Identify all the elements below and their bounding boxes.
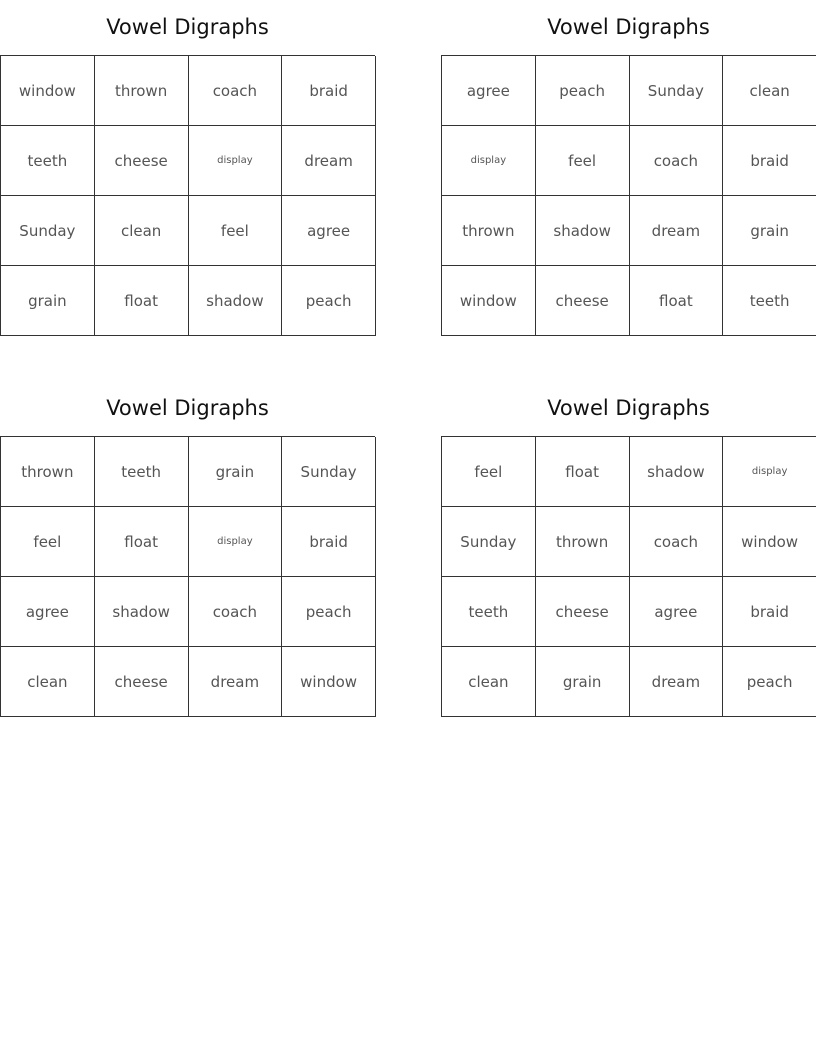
bingo-cell: shadow <box>536 196 630 266</box>
bingo-cell: braid <box>723 126 816 196</box>
card-title: Vowel Digraphs <box>106 15 269 39</box>
bingo-card-2 <box>441 0 816 336</box>
bingo-grid <box>0 55 375 336</box>
bingo-cell: grain <box>723 196 816 266</box>
bingo-cell: clean <box>442 647 536 717</box>
bingo-cell: dream <box>189 647 283 717</box>
bingo-card-1 <box>0 0 375 336</box>
bingo-cell: display <box>723 437 816 507</box>
bingo-cell: thrown <box>536 507 630 577</box>
bingo-cell: window <box>1 56 95 126</box>
bingo-cell: window <box>723 507 816 577</box>
bingo-cell: feel <box>442 437 536 507</box>
bingo-card-4 <box>441 381 816 717</box>
bingo-cell: dream <box>630 647 724 717</box>
bingo-cell: float <box>95 507 189 577</box>
bingo-cell: Sunday <box>1 196 95 266</box>
bingo-grid <box>441 436 816 717</box>
bingo-cell: Sunday <box>630 56 724 126</box>
bingo-cell: thrown <box>442 196 536 266</box>
bingo-cell: teeth <box>442 577 536 647</box>
bingo-cell: shadow <box>630 437 724 507</box>
bingo-cell: feel <box>189 196 283 266</box>
bingo-cell: peach <box>723 647 816 717</box>
bingo-cell: feel <box>536 126 630 196</box>
bingo-cell: cheese <box>536 266 630 336</box>
bingo-cell: display <box>189 126 283 196</box>
bingo-cell: coach <box>630 507 724 577</box>
bingo-cell: coach <box>630 126 724 196</box>
bingo-grid <box>0 436 375 717</box>
card-title: Vowel Digraphs <box>106 396 269 420</box>
bingo-cell: teeth <box>723 266 816 336</box>
bingo-cell: float <box>630 266 724 336</box>
bingo-cell: dream <box>282 126 376 196</box>
bingo-cell: feel <box>1 507 95 577</box>
bingo-cell: teeth <box>95 437 189 507</box>
bingo-cell: display <box>442 126 536 196</box>
bingo-cell: shadow <box>189 266 283 336</box>
bingo-cell: grain <box>536 647 630 717</box>
bingo-cell: display <box>189 507 283 577</box>
bingo-cell: agree <box>630 577 724 647</box>
bingo-cell: clean <box>1 647 95 717</box>
bingo-card-3 <box>0 381 375 717</box>
bingo-cell: grain <box>1 266 95 336</box>
bingo-cell: agree <box>442 56 536 126</box>
bingo-cell: cheese <box>95 647 189 717</box>
bingo-cell: grain <box>189 437 283 507</box>
bingo-cell: float <box>95 266 189 336</box>
bingo-cell: clean <box>723 56 816 126</box>
bingo-cell: peach <box>536 56 630 126</box>
bingo-cell: window <box>442 266 536 336</box>
bingo-cell: agree <box>282 196 376 266</box>
card-title: Vowel Digraphs <box>547 15 710 39</box>
bingo-cell: window <box>282 647 376 717</box>
bingo-cell: peach <box>282 266 376 336</box>
bingo-cell: clean <box>95 196 189 266</box>
bingo-cell: Sunday <box>282 437 376 507</box>
bingo-cell: agree <box>1 577 95 647</box>
bingo-cell: peach <box>282 577 376 647</box>
bingo-cell: cheese <box>95 126 189 196</box>
bingo-grid <box>441 55 816 336</box>
bingo-cell: dream <box>630 196 724 266</box>
bingo-cell: braid <box>723 577 816 647</box>
card-title: Vowel Digraphs <box>547 396 710 420</box>
bingo-cell: braid <box>282 56 376 126</box>
bingo-cell: thrown <box>1 437 95 507</box>
bingo-cell: coach <box>189 577 283 647</box>
bingo-cell: cheese <box>536 577 630 647</box>
bingo-cell: Sunday <box>442 507 536 577</box>
bingo-cell: coach <box>189 56 283 126</box>
bingo-cell: braid <box>282 507 376 577</box>
bingo-cell: float <box>536 437 630 507</box>
bingo-cell: thrown <box>95 56 189 126</box>
bingo-cell: shadow <box>95 577 189 647</box>
bingo-cell: teeth <box>1 126 95 196</box>
